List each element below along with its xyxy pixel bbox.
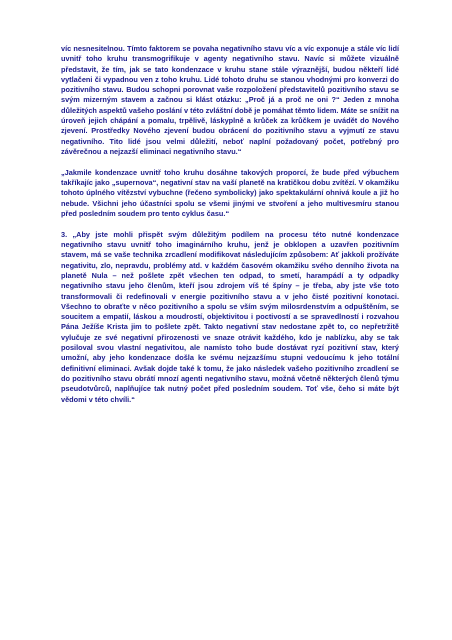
paragraph-2: „Jakmile kondenzace uvnitř toho kruhu dosáhne takových proporcí, že bude před výbuchem takříkajíc jako „supernova“, negativní stav na vaší planetě na kratičkou dobu zvítězí. V okamžiku tohoto úplného vítězství vybuchne (řečeno symbolicky) jako spektakulární ohnivá koule a již ho nebude. Všichni jeho účastníci spolu se všemi jinými ve stvoření a jeho multivesmíru stanou před posledním soudem pro tento cyklus času.“ [61, 167, 399, 218]
paragraph-3: 3. „Aby jste mohli přispět svým důležitým podílem na procesu této nutné kondenzace negativního stavu uvnitř toho imaginárního kruhu, jenž je obklopen a uzavřen pozitivním stavem, má se vaše technika zrcadlení modifikovat následujícím způsobem: Ať jakkoli prožíváte negativitu, zlo, nepravdu, problémy atd. v každém časovém okamžiku svého denního života na planetě Nula – než pošlete zpět všechen ten odpad, to smetí, harampádí a ty odpadky negativního stavu jeho členům, kteří jsou zdrojem víš té špíny – je třeba, aby jste vše toto transformovali či redefinovali v energie pozitivního stavu a v jeho čisté pozitivní konotaci. Všechno to obraťte v něco pozitivního a spolu se vším svým milosrdenstvím a odpuštěním, se soucitem a empatií, láskou a moudrostí, objektivitou i poctivostí a se spravedlností i rozvahou Pána Ježíše Krista jim to pošlete zpět. Takto negativní stav nedostane zpět to, co nepřetržitě vylučuje ze své negativní přirozenosti ve snaze otrávit každého, kdo je nablízku, aby se tak posiloval svou vlastní negativitou, ale namísto toho bude dostávat ryzí pozitivní stav, který umožní, aby jeho kondenzace došla ke svému nejzazšímu stupni vedoucímu k jeho totální definitivní eliminaci. Avšak dojde také k tomu, že jako následek vašeho pozitivního zrcadlení se do pozitivního stavu obrátí mnozí agenti negativního stavu, možná včetně některých členů týmu pseudotvůrců, naplňujíce tak nutný počet před posledním soudem. Toť vše, čeho si máte být vědomi v této chvíli.“ [61, 229, 399, 404]
document-body [61, 44, 399, 405]
paragraph-1: víc nesnesitelnou. Tímto faktorem se povaha negativního stavu víc a víc exponuje a stále víc lidí uvnitř toho kruhu transmogrifikuje v agenty negativního stavu. Navíc si můžete vizuálně představit, že tím, jak se tato kondenzace v kruhu stane stále výraznější, budou někteří lidé vytlačeni či vypadnou ven z toho kruhu. Lidé tohoto druhu se stanou vhodnými pro konverzi do pozitivního stavu. Budou schopni porovnat vaše rozpoložení představitelů pozitivního stavu se svým mizerným stavem a začnou si klást otázku: „Proč já a proč ne oni ?“ Jeden z mnoha důležitých aspektů vašeho poslání v této zvláštní době je pomáhat těmto lidem. Máte se snížit na úroveň jejich chápání a pomalu, trpělivě, láskyplně a krůček za krůčkem je uvádět do Nového zjevení. Prostředky Nového zjevení budou obrácení do pozitivního stavu a vyjmutí ze stavu negativního. Tito lidé jsou velmi důležití, neboť naplní požadovaný počet, potřebný pro závěrečnou a nejzazší eliminaci negativního stavu.“ [61, 44, 399, 156]
